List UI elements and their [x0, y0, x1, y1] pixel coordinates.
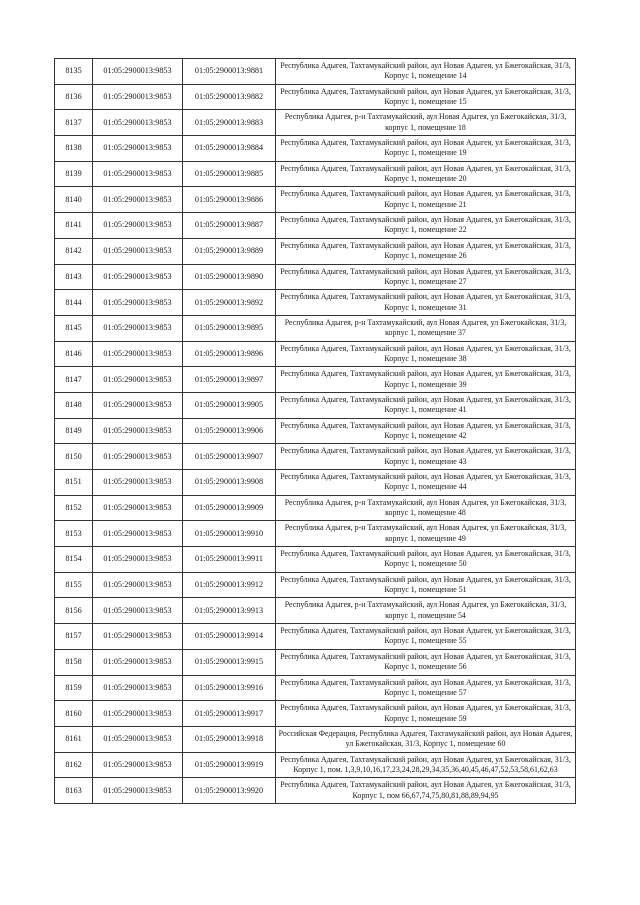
address-cell: Республика Адыгея, Тахтамукайский район, аул Новая Адыгея, ул Бжегокайская, 31/3, Корпус 1, помещение 51: [276, 572, 576, 598]
table-row: [55, 238, 576, 264]
row-number-cell: 8155: [55, 572, 93, 598]
parent-cadastral-number-cell: 01:05:2900013:9853: [93, 418, 183, 444]
cadastral-number-cell: 01:05:2900013:9886: [183, 187, 276, 213]
parent-cadastral-number-cell: 01:05:2900013:9853: [93, 187, 183, 213]
parent-cadastral-number-cell: 01:05:2900013:9853: [93, 392, 183, 418]
row-number-cell: 8157: [55, 624, 93, 650]
parent-cadastral-number-cell: 01:05:2900013:9853: [93, 315, 183, 341]
row-number-cell: 8162: [55, 752, 93, 778]
table-row: [55, 341, 576, 367]
row-number-cell: 8140: [55, 187, 93, 213]
parent-cadastral-number-cell: 01:05:2900013:9853: [93, 264, 183, 290]
row-number-cell: 8138: [55, 136, 93, 162]
parent-cadastral-number-cell: 01:05:2900013:9853: [93, 161, 183, 187]
cadastral-number-cell: 01:05:2900013:9917: [183, 701, 276, 727]
address-cell: Республика Адыгея, Тахтамукайский район, аул Новая Адыгея, ул Бжегокайская, 31/3, Корпус 1, помещение 22: [276, 213, 576, 239]
address-cell: Республика Адыгея, Тахтамукайский район, аул Новая Адыгея, ул Бжегокайская, 31/3, Корпус 1, пом 66,67,74,75,80,81,88,89,94,95: [276, 778, 576, 804]
parent-cadastral-number-cell: 01:05:2900013:9853: [93, 598, 183, 624]
table-row: [55, 572, 576, 598]
row-number-cell: 8139: [55, 161, 93, 187]
row-number-cell: 8160: [55, 701, 93, 727]
table-row: [55, 701, 576, 727]
row-number-cell: 8152: [55, 495, 93, 521]
address-cell: Республика Адыгея, Тахтамукайский район, аул Новая Адыгея, ул Бжегокайская, 31/3, Корпус 1, помещение 15: [276, 84, 576, 110]
cadastral-number-cell: 01:05:2900013:9905: [183, 392, 276, 418]
table-row: [55, 161, 576, 187]
cadastral-number-cell: 01:05:2900013:9908: [183, 470, 276, 496]
parent-cadastral-number-cell: 01:05:2900013:9853: [93, 726, 183, 752]
parent-cadastral-number-cell: 01:05:2900013:9853: [93, 136, 183, 162]
parent-cadastral-number-cell: 01:05:2900013:9853: [93, 624, 183, 650]
cadastral-number-cell: 01:05:2900013:9889: [183, 238, 276, 264]
table-row: [55, 649, 576, 675]
cadastral-number-cell: 01:05:2900013:9916: [183, 675, 276, 701]
address-cell: Республика Адыгея, Тахтамукайский район, аул Новая Адыгея, ул Бжегокайская, 31/3, Корпус 1, помещение 39: [276, 367, 576, 393]
cadastral-number-cell: 01:05:2900013:9913: [183, 598, 276, 624]
parent-cadastral-number-cell: 01:05:2900013:9853: [93, 778, 183, 804]
cadastral-number-cell: 01:05:2900013:9920: [183, 778, 276, 804]
table-row: [55, 495, 576, 521]
cadastral-number-cell: 01:05:2900013:9884: [183, 136, 276, 162]
row-number-cell: 8148: [55, 392, 93, 418]
row-number-cell: 8147: [55, 367, 93, 393]
table-row: [55, 392, 576, 418]
address-cell: Республика Адыгея, Тахтамукайский район, аул Новая Адыгея, ул Бжегокайская, 31/3, Корпус 1, помещение 55: [276, 624, 576, 650]
row-number-cell: 8135: [55, 59, 93, 85]
parent-cadastral-number-cell: 01:05:2900013:9853: [93, 367, 183, 393]
parent-cadastral-number-cell: 01:05:2900013:9853: [93, 84, 183, 110]
cadastral-number-cell: 01:05:2900013:9914: [183, 624, 276, 650]
table-row: [55, 598, 576, 624]
cadastral-number-cell: 01:05:2900013:9907: [183, 444, 276, 470]
table-row: [55, 624, 576, 650]
row-number-cell: 8153: [55, 521, 93, 547]
address-cell: Республика Адыгея, Тахтамукайский район, аул Новая Адыгея, ул Бжегокайская, 31/3, Корпус 1, помещение 57: [276, 675, 576, 701]
table-row: [55, 752, 576, 778]
parent-cadastral-number-cell: 01:05:2900013:9853: [93, 521, 183, 547]
row-number-cell: 8163: [55, 778, 93, 804]
parent-cadastral-number-cell: 01:05:2900013:9853: [93, 495, 183, 521]
address-cell: Республика Адыгея, Тахтамукайский район, аул Новая Адыгея, ул Бжегокайская, 31/3, Корпус 1, помещение 42: [276, 418, 576, 444]
table-row: [55, 290, 576, 316]
address-cell: Российская Федерация, Республика Адыгея, Тахтамукайский район, аул Новая Адыгея, ул Бжегокайская, 31/3, Корпус 1, помещение 60: [276, 726, 576, 752]
table-row: [55, 315, 576, 341]
row-number-cell: 8161: [55, 726, 93, 752]
address-cell: Республика Адыгея, р-н Тахтамукайский, аул Новая Адыгея, ул Бжегокайская, 31/3, корпус 1, помещение 49: [276, 521, 576, 547]
address-cell: Республика Адыгея, Тахтамукайский район, аул Новая Адыгея, ул Бжегокайская, 31/3, Корпус 1, помещение 21: [276, 187, 576, 213]
cadastral-number-cell: 01:05:2900013:9885: [183, 161, 276, 187]
address-cell: Республика Адыгея, Тахтамукайский район, аул Новая Адыгея, ул Бжегокайская, 31/3, Корпус 1, помещение 20: [276, 161, 576, 187]
cadastral-number-cell: 01:05:2900013:9881: [183, 59, 276, 85]
parent-cadastral-number-cell: 01:05:2900013:9853: [93, 752, 183, 778]
address-cell: Республика Адыгея, Тахтамукайский район, аул Новая Адыгея, ул Бжегокайская, 31/3, Корпус 1, помещение 14: [276, 59, 576, 85]
table-row: [55, 136, 576, 162]
address-cell: Республика Адыгея, Тахтамукайский район, аул Новая Адыгея, ул Бжегокайская, 31/3, Корпус 1, помещение 31: [276, 290, 576, 316]
address-cell: Республика Адыгея, Тахтамукайский район, аул Новая Адыгея, ул Бжегокайская, 31/3, Корпус 1, помещение 44: [276, 470, 576, 496]
cadastral-number-cell: 01:05:2900013:9895: [183, 315, 276, 341]
parent-cadastral-number-cell: 01:05:2900013:9853: [93, 290, 183, 316]
address-cell: Республика Адыгея, Тахтамукайский район, аул Новая Адыгея, ул Бжегокайская, 31/3, Корпус 1, помещение 50: [276, 547, 576, 573]
address-cell: Республика Адыгея, Тахтамукайский район, аул Новая Адыгея, ул Бжегокайская, 31/3, Корпус 1, помещение 26: [276, 238, 576, 264]
parent-cadastral-number-cell: 01:05:2900013:9853: [93, 675, 183, 701]
cadastral-number-cell: 01:05:2900013:9887: [183, 213, 276, 239]
row-number-cell: 8156: [55, 598, 93, 624]
table-row: [55, 521, 576, 547]
table-row: [55, 367, 576, 393]
row-number-cell: 8146: [55, 341, 93, 367]
table-row: [55, 547, 576, 573]
row-number-cell: 8145: [55, 315, 93, 341]
table-row: [55, 418, 576, 444]
cadastral-number-cell: 01:05:2900013:9892: [183, 290, 276, 316]
address-cell: Республика Адыгея, Тахтамукайский район, аул Новая Адыгея, ул Бжегокайская, 31/3, Корпус 1, помещение 19: [276, 136, 576, 162]
cadastral-number-cell: 01:05:2900013:9897: [183, 367, 276, 393]
row-number-cell: 8154: [55, 547, 93, 573]
table-row: [55, 187, 576, 213]
parent-cadastral-number-cell: 01:05:2900013:9853: [93, 341, 183, 367]
parent-cadastral-number-cell: 01:05:2900013:9853: [93, 547, 183, 573]
cadastral-number-cell: 01:05:2900013:9912: [183, 572, 276, 598]
cadastral-number-cell: 01:05:2900013:9918: [183, 726, 276, 752]
cadastral-number-cell: 01:05:2900013:9919: [183, 752, 276, 778]
row-number-cell: 8141: [55, 213, 93, 239]
row-number-cell: 8137: [55, 110, 93, 136]
table-row: [55, 213, 576, 239]
row-number-cell: 8159: [55, 675, 93, 701]
table-row: [55, 264, 576, 290]
cadastral-number-cell: 01:05:2900013:9882: [183, 84, 276, 110]
address-cell: Республика Адыгея, р-н Тахтамукайский, аул Новая Адыгея, ул Бжегокайская, 31/3, корпус 1, помещение 18: [276, 110, 576, 136]
address-cell: Республика Адыгея, Тахтамукайский район, аул Новая Адыгея, ул Бжегокайская, 31/3, Корпус 1, помещение 43: [276, 444, 576, 470]
row-number-cell: 8150: [55, 444, 93, 470]
registry-table: [54, 58, 576, 804]
parent-cadastral-number-cell: 01:05:2900013:9853: [93, 701, 183, 727]
parent-cadastral-number-cell: 01:05:2900013:9853: [93, 238, 183, 264]
cadastral-number-cell: 01:05:2900013:9910: [183, 521, 276, 547]
parent-cadastral-number-cell: 01:05:2900013:9853: [93, 213, 183, 239]
address-cell: Республика Адыгея, Тахтамукайский район, аул Новая Адыгея, ул Бжегокайская, 31/3, Корпус 1, помещение 38: [276, 341, 576, 367]
row-number-cell: 8136: [55, 84, 93, 110]
parent-cadastral-number-cell: 01:05:2900013:9853: [93, 572, 183, 598]
table-row: [55, 59, 576, 85]
parent-cadastral-number-cell: 01:05:2900013:9853: [93, 444, 183, 470]
parent-cadastral-number-cell: 01:05:2900013:9853: [93, 649, 183, 675]
table-row: [55, 778, 576, 804]
table-row: [55, 84, 576, 110]
table-row: [55, 470, 576, 496]
address-cell: Республика Адыгея, Тахтамукайский район, аул Новая Адыгея, ул Бжегокайская, 31/3, Корпус 1, пом. 1,3,9,10,16,17,23,24,28,29,34,35,36,40,45,46,47,52,53,58,61,62,63: [276, 752, 576, 778]
address-cell: Республика Адыгея, р-н Тахтамукайский, аул Новая Адыгея, ул Бжегокайская, 31/3, корпус 1, помещение 54: [276, 598, 576, 624]
parent-cadastral-number-cell: 01:05:2900013:9853: [93, 110, 183, 136]
cadastral-number-cell: 01:05:2900013:9911: [183, 547, 276, 573]
address-cell: Республика Адыгея, Тахтамукайский район, аул Новая Адыгея, ул Бжегокайская, 31/3, Корпус 1, помещение 56: [276, 649, 576, 675]
table-row: [55, 675, 576, 701]
table-row: [55, 726, 576, 752]
row-number-cell: 8144: [55, 290, 93, 316]
cadastral-number-cell: 01:05:2900013:9896: [183, 341, 276, 367]
address-cell: Республика Адыгея, Тахтамукайский район, аул Новая Адыгея, ул Бжегокайская, 31/3, Корпус 1, помещение 59: [276, 701, 576, 727]
address-cell: Республика Адыгея, Тахтамукайский район, аул Новая Адыгея, ул Бжегокайская, 31/3, Корпус 1, помещение 41: [276, 392, 576, 418]
row-number-cell: 8143: [55, 264, 93, 290]
row-number-cell: 8142: [55, 238, 93, 264]
registry-table-body: [55, 59, 576, 804]
row-number-cell: 8158: [55, 649, 93, 675]
cadastral-number-cell: 01:05:2900013:9883: [183, 110, 276, 136]
address-cell: Республика Адыгея, Тахтамукайский район, аул Новая Адыгея, ул Бжегокайская, 31/3, Корпус 1, помещение 27: [276, 264, 576, 290]
cadastral-number-cell: 01:05:2900013:9906: [183, 418, 276, 444]
row-number-cell: 8149: [55, 418, 93, 444]
cadastral-number-cell: 01:05:2900013:9890: [183, 264, 276, 290]
row-number-cell: 8151: [55, 470, 93, 496]
cadastral-number-cell: 01:05:2900013:9909: [183, 495, 276, 521]
parent-cadastral-number-cell: 01:05:2900013:9853: [93, 59, 183, 85]
parent-cadastral-number-cell: 01:05:2900013:9853: [93, 470, 183, 496]
cadastral-number-cell: 01:05:2900013:9915: [183, 649, 276, 675]
address-cell: Республика Адыгея, р-н Тахтамукайский, аул Новая Адыгея, ул Бжегокайская, 31/3, корпус 1, помещение 48: [276, 495, 576, 521]
address-cell: Республика Адыгея, р-н Тахтамукайский, аул Новая Адыгея, ул Бжегокайская, 31/3, корпус 1, помещение 37: [276, 315, 576, 341]
table-row: [55, 444, 576, 470]
table-row: [55, 110, 576, 136]
